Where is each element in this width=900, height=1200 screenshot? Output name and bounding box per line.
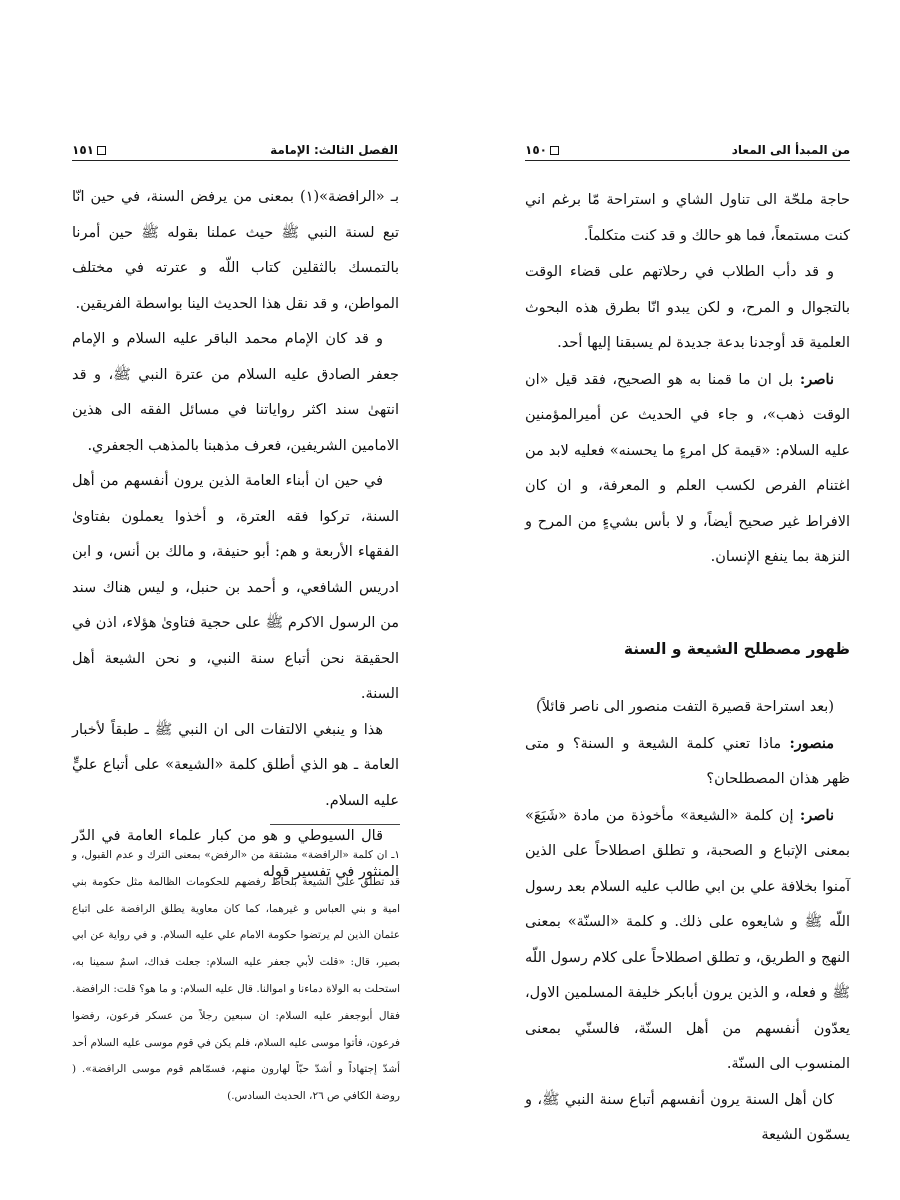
paragraph: بـ «الرافضة»(١) بمعنى من يرفض السنة، في حين انّا تبع لسنة النبي ﷺ حيث عملنا بقوله ﷺ حين أمرنا بالتمسك بالثقلين كتاب اللّه و عترته في مختلف المواطن، و قد نقل هذا الحديث الينا بواسطة الفريقين. bbox=[72, 189, 399, 312]
page-number-box bbox=[72, 143, 106, 160]
right-body-text bbox=[525, 182, 850, 576]
paragraph: و قد دأب الطلاب في رحلاتهم على قضاء الوقت بالتجوال و المرح، و لكن يبدو انّا بطرق هذه البحوث العلمية قد أوجدنا بدعة جديدة لم يسبقنا إليها أحد. bbox=[525, 264, 850, 351]
section-heading: ظهور مصطلح الشيعة و السنة bbox=[623, 640, 850, 658]
square-icon bbox=[97, 146, 106, 155]
paragraph: قال السيوطي و هو من كبار علماء العامة في الدّر المنثور في تفسير قوله bbox=[72, 828, 399, 880]
right-page bbox=[450, 0, 900, 1200]
running-header-title: من المبدأ الى المعاد bbox=[731, 143, 850, 157]
paragraph: ناصر: بل ان ما قمنا به هو الصحيح، فقد قيل «ان الوقت ذهب»، و جاء في الحديث عن أميرالمؤمنين عليه السلام: «قيمة كل امرءٍ ما يحسنه» فعليه لابد من اغتنام الفرص لكسب العلم و المعرفة، و ان كان الافراط غير صحيح أيضاً، و لا بأس بشيءٍ من المرح و النزهة بما ينفع الإنسان. bbox=[525, 370, 850, 565]
paragraph: ناصر: إن كلمة «الشيعة» مأخوذة من مادة «شَيَعَ» بمعنى الإتباع و الصحبة، و تطلق اصطلاحاً على الذين آمنوا بخلافة علي بن ابي طالب عليه السلام بعد رسول اللّه ﷺ و شايعوه على ذلك. و كلمة «السنّة» بمعنى النهج و الطريق، و تطلق اصطلاحاً على كلام رسول اللّه ﷺ و فعله، و الذين يرون أبابكر خليفة المسلمين الاول، يعدّون أنفسهم من أهل السنّة، فالسنّي بمعنى المنسوب الى السنّة. bbox=[525, 806, 850, 1072]
paragraph: في حين ان أبناء العامة الذين يرون أنفسهم من أهل السنة، تركوا فقه العترة، و أخذوا يعملون بفتاوىٰ الفقهاء الأربعة و هم: أبو حنيفة، و مالك بن أنس، و ابن ادريس الشافعي، و أحمد بن حنبل، و ليس هناك سند من الرسول الاكرم ﷺ على حجية فتاوىٰ هؤلاء، اذن في الحقيقة نحن أتباع سنة النبي، و نحن الشيعة أهل السنة. bbox=[72, 473, 399, 702]
paragraph: و قد كان الإمام محمد الباقر عليه السلام و الإمام جعفر الصادق عليه السلام من عترة النبي ﷺ، و قد انتهىٰ سند اكثر رواياتنا في مسائل الفقه الى هذين الامامين الشريفين، فعرف مذهبنا بالمذهب الجعفري. bbox=[72, 331, 399, 454]
page-number: ١٥١ bbox=[72, 143, 94, 157]
left-body-text bbox=[72, 180, 399, 890]
paragraph: (بعد استراحة قصيرة التفت منصور الى ناصر قائلاً) bbox=[536, 699, 834, 715]
footnote-divider bbox=[270, 824, 400, 825]
page-number-box bbox=[525, 143, 559, 160]
square-icon bbox=[550, 146, 559, 155]
right-page-header bbox=[525, 138, 850, 161]
paragraph: منصور: ماذا تعني كلمة الشيعة و السنة؟ و متى ظهر هذان المصطلحان؟ bbox=[525, 734, 850, 787]
right-body-text-2 bbox=[525, 690, 850, 1154]
page-number: ١٥٠ bbox=[525, 143, 547, 157]
paragraph: هذا و ينبغي الالتفات الى ان النبي ﷺ ـ طبقاً لأخبار العامة ـ هو الذي أطلق كلمة «الشيعة» على أتباع عليٍّ عليه السلام. bbox=[72, 721, 399, 809]
paragraph: كان أهل السنة يرون أنفسهم أتباع سنة النبي ﷺ، و يسمّون الشيعة bbox=[525, 1091, 850, 1143]
left-page-header bbox=[72, 138, 398, 161]
running-header-title: الفصل الثالث: الإمامة bbox=[270, 143, 398, 157]
paragraph: حاجة ملحّة الى تناول الشاي و استراحة مّا برغم اني كنت مستمعاً، فما هو حالك و قد كنت متكلماً. bbox=[525, 192, 850, 244]
speaker-label: ناصر: bbox=[799, 806, 835, 824]
speaker-label: ناصر: bbox=[799, 370, 834, 388]
speaker-label: منصور: bbox=[789, 734, 835, 752]
footnote: ١ـ ان كلمة «الرافضة» مشتقة من «الرفض» بمعنى الترك و عدم القبول، و قد تطلق على الشيعة بلحاظ رفضهم للحكومات الظالمة مثل حكومة بني امية و بني العباس و غيرهما، كما كان معاوية يطلق الرافضة على اتباع عثمان الذين لم يرتضوا حكومة الامام علي عليه السلام. و في رواية عن ابي بصير، قال: «قلت لأبي جعفر عليه السلام: جعلت فداك، اسمٌ سمينا به، استحلت به الولاة دماءنا و اموالنا. قال عليه السلام: و ما هو؟ قلت: الرافضة. فقال أبوجعفر عليه السلام: ان سبعين رجلاً من عسكر فرعون، رفضوا فرعون، فأتوا موسى عليه السلام، فلم يكن في قوم موسى عليه السلام أحد أشدّ إجتهاداً و أشدّ حبّاً لهارون منهم، فسمّاهم قوم موسى الرافضة». ( روضة الكافي ص ٢٦، الحديث السادس.) bbox=[72, 849, 400, 1103]
